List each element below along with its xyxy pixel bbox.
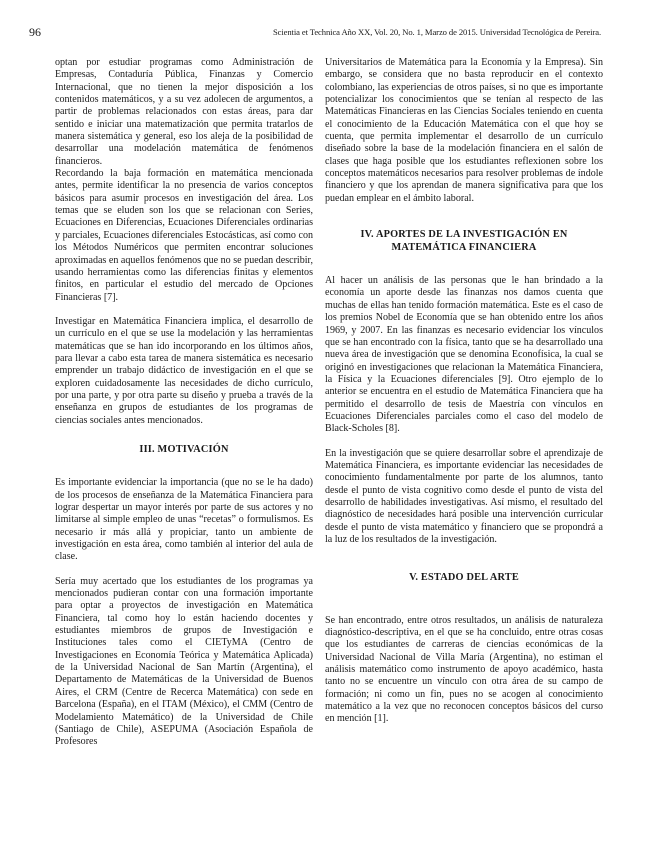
section-heading-aportes-line1: IV. APORTES DE LA INVESTIGACIÓN EN xyxy=(360,229,568,241)
right-paragraph-2: Al hacer un análisis de las personas que le han brindado a la economía un aporte desde las finanzas nos damos cuenta que muchas de ellas han tenido formación matemática. Este es el caso de los premios Nobel de Economía que se han obtenido entre los años 1969, y 2007. En las finanzas es necesario evidenciar los vínculos que se han encontrado con la física, tanto que se ha desarrollado una nueva área de investigación que se denomina Econofísica, la cual se originó en investigaciones que relacionan la Matemática Financiera, la Física y la Ecuaciones diferenciales [9]. Otro ejemplo de lo anterior se encuentra en el estudio de Matemática Financiera que ha permitido el desarrollo de tesis de Maestría con vínculos en Ecuaciones Diferenciales parciales como el caso del modelo de Black-Scholes [8]. xyxy=(325,275,603,435)
left-paragraph-1: optan por estudiar programas como Administración de Empresas, Contaduría Pública, Finanzas y Comercio Internacional, que no tienen la mejor disposición a los contenidos matemáticos, y a su vez adolecen de argumentos, a partir de problemas relacionados con estas áreas, para dar sentido e iniciar una matematización que permita tratarlos de manera sistemática y general, eso los aleja de la posibilidad de desarrollar una modelación matemática de fenómenos financieros. xyxy=(55,57,313,167)
right-paragraph-3: En la investigación que se quiere desarrollar sobre el aprendizaje de Matemática Financiera, es importante evidenciar las necesidades de conocimiento fundamentalmente por parte de los alumnos, tanto desde el punto de vista cognitivo como desde el punto de vista del desarrollo de habilidades investigativas. Así mismo, el resultado del diagnóstico de necesidades hará posible una intervención curricular desde el punto de vista matemático y financiero que se propondrá a la luz de los resultados de la investigación. xyxy=(325,447,603,545)
section-heading-motivacion: III. MOTIVACIÓN xyxy=(139,443,229,455)
right-paragraph-1: Universitarios de Matemática para la Economía y la Empresa). Sin embargo, se considera que no basta reproducir en el contexto colombiano, las experiencias de otros países, si no que es importante potencializar los conocimientos que se tenían al respecto de las Matemáticas Financieras en las Ciencias Sociales teniendo en cuenta el conocimiento de la Educación Matemática con el que hoy se cuenta, que permita implementar el desarrollo de un currículo diseñado sobre la base de la modelación financiera en el salón de clases que haga posible que los estudiantes reflexionen sobre los conceptos matemáticos necesarios para resolver problemas de índole financiero y que los aprendan de manera significativa para que los puedan emplear en el ámbito laboral. xyxy=(325,57,603,204)
right-paragraph-4: Se han encontrado, entre otros resultados, un análisis de naturaleza diagnóstico-descriptiva, en el que se ha concluido, entre otras cosas que los estudiantes de carreras de ciencias económicas de la Universidad Nacional de Villa María (Argentina), no estiman el análisis matemático como instrumento de apoyo académico, hasta tanto no se encuentre un vínculo con otra área de su campo de formación; ni como un fin, pues no se acogen al conocimiento matemático a la vez que no reconocen conceptos básicos del curso en mención [1]. xyxy=(325,614,603,725)
left-paragraph-4: Es importante evidenciar la importancia (que no se le ha dado) de los procesos de enseñanza de la Matemática Financiera para lograr despertar un mayor interés por parte de sus actores y no limitarse al simple empleo de unas “recetas” o formulismos. Es necesario ir más allá y propiciar, tanto un ambiente de investigación en esta área, como también al interior del aula de clase. xyxy=(55,477,313,563)
section-heading-estado-del-arte: V. ESTADO DEL ARTE xyxy=(409,572,519,584)
page-number: 96 xyxy=(29,25,41,39)
right-column xyxy=(325,57,603,726)
left-paragraph-2: Recordando la baja formación en matemática mencionada antes, permite identificar la no presencia de varios conceptos básicos para asumir procesos en investigación del área. Los temas que se eluden son los que se relacionan con Series, Ecuaciones en Diferencias, Ecuaciones Diferenciales ordinarias y parciales, Ecuaciones diferenciales Estocásticas, así como con los Métodos Numéricos que permiten encontrar soluciones aproximadas en aquellos fenómenos que no se puedan describir, usando herramientas como las diferencias finitas y elementos finitos, en particular el estudio del mercado de Opciones Financieras [7]. xyxy=(55,168,313,303)
running-header: Scientia et Technica Año XX, Vol. 20, No. 1, Marzo de 2015. Universidad Tecnológica de Pereira. xyxy=(272,27,601,37)
left-paragraph-5: Sería muy acertado que los estudiantes de los programas ya mencionados pudieran contar con una formación importante para optar a proyectos de investigación en Matemática Financiera, tal como hoy lo están haciendo docentes y estudiantes miembros de grupos de Investigación e Instituciones tales como el CIETyMA (Centro de Investigaciones en Economía Teórica y Matemática Aplicada) de la Universidad Nacional de San Martín (Argentina), el Departamento de Matemáticas de la Universidad de Buenos Aires, el CRM (Centre de Recerca Matemática) con sede en Barcelona (España), en el ITAM (México), el CMM (Centro de Modelamiento Matemático) de la Universidad de Chile (Santiago de Chile), ASEPUMA (Asociación Española de Profesores xyxy=(55,575,313,748)
section-heading-aportes xyxy=(325,229,603,254)
left-paragraph-3: Investigar en Matemática Financiera implica, el desarrollo de un currículo en el que se use la modelación y las herramientas matemáticas que se han ido incorporando en los últimos años, para llevar a cabo esta tarea de manera sistemática es necesario emprender un trabajo didáctico de investigación en el que se exploren cuidadosamente las necesidades de dicho currículo, por una parte, y por otra parte su diseño y prueba a través de la enseñanza en grupos de estudiantes de los programas de ciencias sociales antes mencionados. xyxy=(55,315,313,426)
left-column xyxy=(55,57,313,749)
section-heading-aportes-line2: MATEMÁTICA FINANCIERA xyxy=(391,241,537,253)
